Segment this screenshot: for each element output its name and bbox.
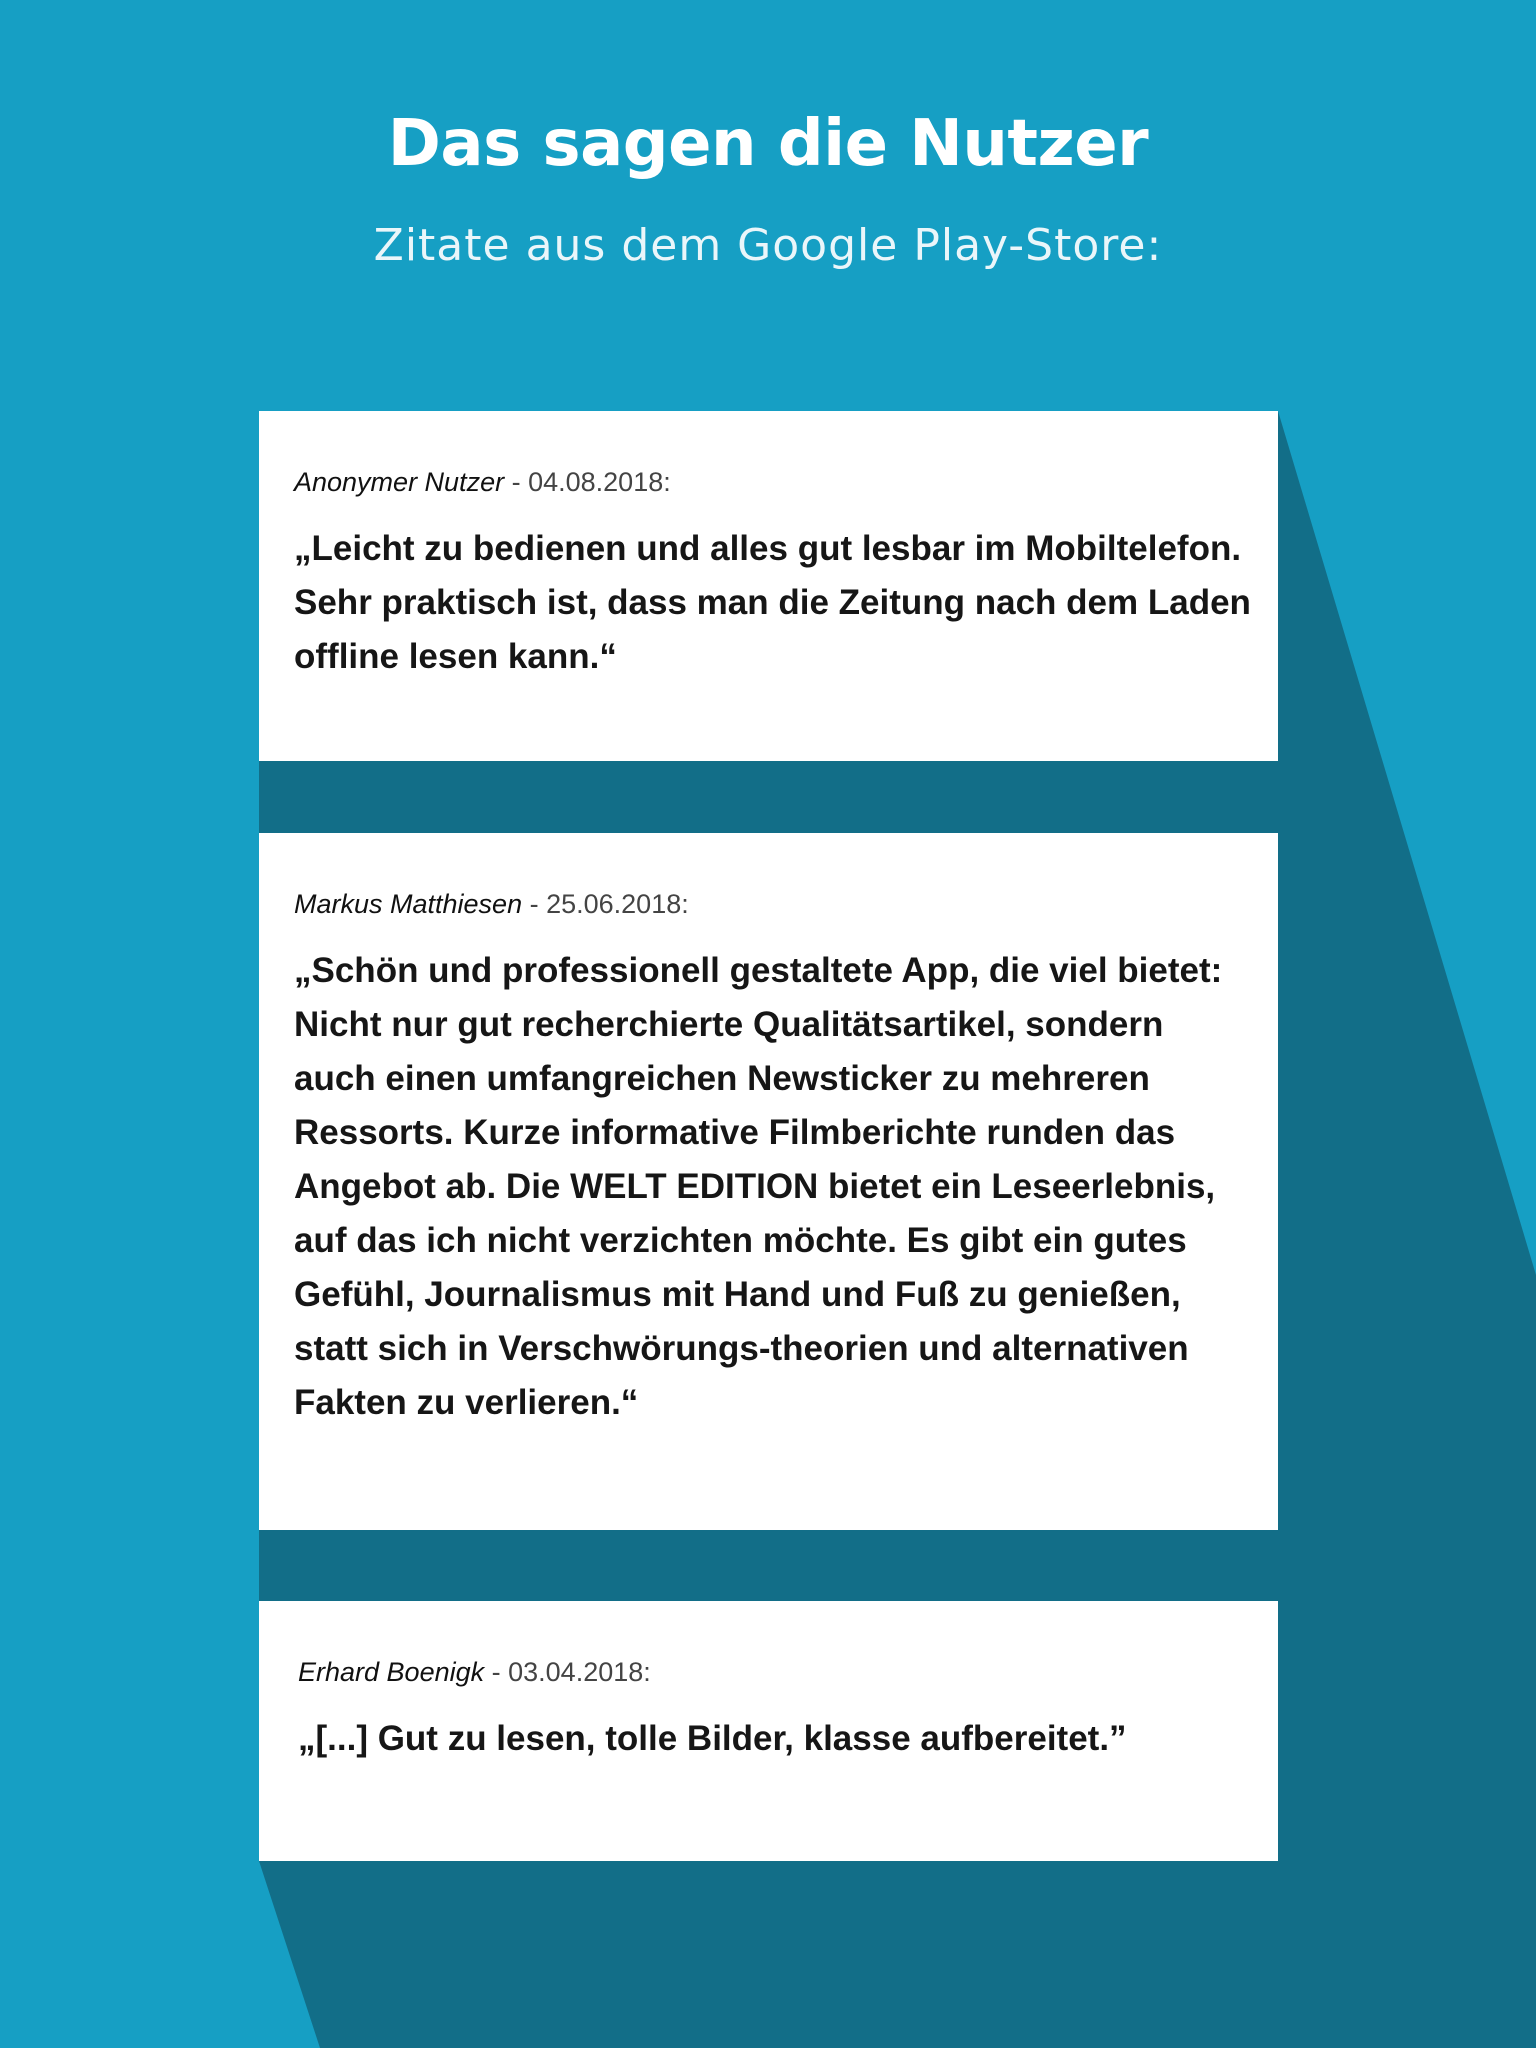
page-title: Das sagen die Nutzer — [387, 107, 1149, 181]
review-author: Markus Matthiesen — [294, 889, 523, 919]
review-separator: - — [504, 467, 529, 497]
review-date: 04.08.2018: — [528, 467, 671, 497]
review-quote: „[...] Gut zu lesen, tolle Bilder, klasse aufbereitet.” — [298, 1719, 1127, 1758]
review-card — [259, 411, 1278, 761]
review-author: Anonymer Nutzer — [294, 467, 505, 497]
review-author: Erhard Boenigk — [298, 1657, 485, 1687]
review-date: 25.06.2018: — [546, 889, 689, 919]
review-meta — [294, 1654, 1254, 1690]
review-separator: - — [484, 1657, 509, 1687]
review-date: 03.04.2018: — [508, 1657, 651, 1687]
review-meta — [294, 464, 1254, 500]
review-card — [259, 833, 1278, 1530]
review-quote: „Leicht zu bedienen und alles gut lesbar im Mobiltelefon. Sehr praktisch ist, dass man die Zeitung nach dem Laden offline lesen kann.“ — [294, 529, 1251, 676]
review-separator: - — [522, 889, 547, 919]
page-subtitle: Zitate aus dem Google Play-Store: — [373, 220, 1163, 271]
review-quote: „Schön und professionell gestaltete App, die viel bietet: Nicht nur gut recherchierte Qualitätsartikel, sondern auch einen umfangreichen Newsticker zu mehreren Ressorts. Kurze informative Filmberichte runden das Angebot ab. Die WELT EDITION bietet ein Leseerlebnis, auf das ich nicht verzichten möchte. Es gibt ein gutes Gefühl, Journalismus mit Hand und Fuß zu genießen, statt sich in Verschwörungs-theorien und alternativen Fakten zu verlieren.“ — [294, 951, 1223, 1422]
review-meta — [294, 886, 1254, 922]
review-card — [259, 1601, 1278, 1861]
